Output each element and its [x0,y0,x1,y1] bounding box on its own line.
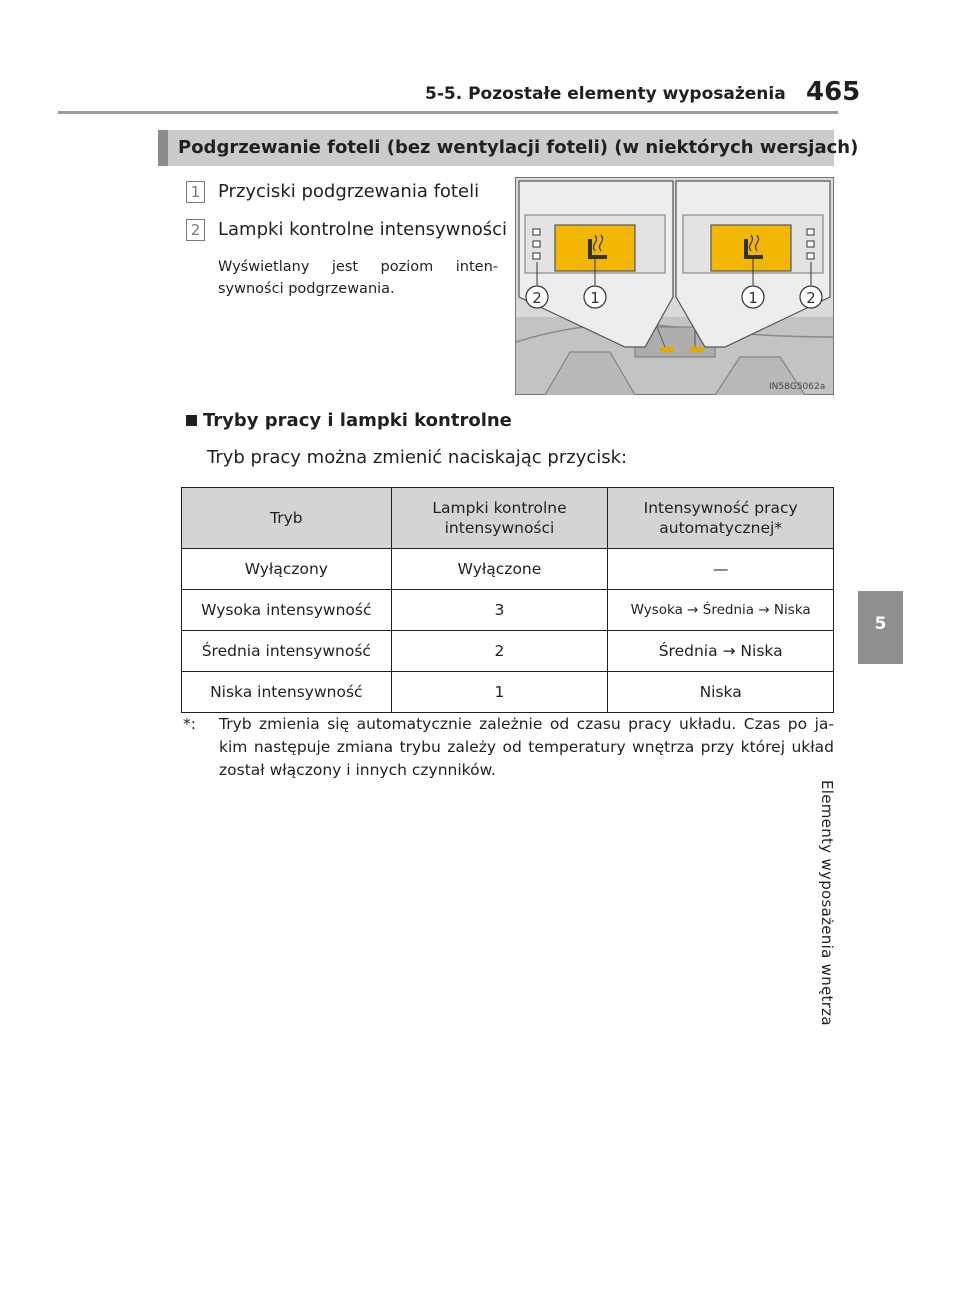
footnote-text: Tryb zmienia się automatycznie zależnie od czasu pracy układu. Czas po ja-kim następuje zmiana trybu zależy od temperatury wnętrza przy której układ został włączony i innych czynników. [219,715,834,779]
table-row [182,549,834,590]
table-cell: 3 [391,590,608,631]
table-cell: Niska [608,672,834,713]
table-header-cell: Intensywność pracy automatycznej* [608,488,834,549]
header-divider [58,111,838,114]
callout-1-left: 1 [590,289,600,307]
table-cell: — [608,549,834,590]
table-cell: Niska intensywność [182,672,392,713]
subsection-title: Tryby pracy i lampki kontrolne [203,410,512,431]
seat-heater-illustration [515,177,834,395]
footnote [183,713,834,782]
table-cell: Średnia → Niska [608,631,834,672]
modes-table [181,487,834,713]
page-number: 465 [806,77,861,107]
table-header-cell: Lampki kontrolne intensywności [391,488,608,549]
chapter-tab: 5 [858,591,903,664]
table-row [182,590,834,631]
table-cell: Wyłączony [182,549,392,590]
callout-2-right: 2 [806,289,816,307]
item-2-label: Lampki kontrolne intensywności [218,219,508,240]
callout-1-right: 1 [748,289,758,307]
table-cell: Wyłączone [391,549,608,590]
footnote-marker: *: [183,715,196,733]
bullet-square-icon [186,415,197,426]
section-title: Podgrzewanie foteli (bez wentylacji foteli) (w niektórych wersjach) [158,130,834,166]
subsection-heading [186,410,512,431]
callout-2-left: 2 [532,289,542,307]
table-cell: 1 [391,672,608,713]
table-row [182,631,834,672]
table-cell: Średnia intensywność [182,631,392,672]
chapter-title-vertical: Elementy wyposażenia wnętrza [818,780,836,1026]
table-row [182,672,834,713]
table-header-row [182,488,834,549]
item-number-badge: 1 [186,181,205,203]
subsection-intro: Tryb pracy można zmienić naciskając przycisk: [207,447,628,468]
table-cell: Wysoka → Średnia → Niska [608,590,834,631]
table-header-cell: Tryb [182,488,392,549]
item-2-description: Wyświetlany jest poziom inten-sywności podgrzewania. [218,259,498,297]
table-cell: Wysoka intensywność [182,590,392,631]
item-1-label: Przyciski podgrzewania foteli [218,181,480,202]
item-number-badge: 2 [186,219,205,241]
running-header-section: 5-5. Pozostałe elementy wyposażenia [425,84,786,104]
table-cell: 2 [391,631,608,672]
image-code: IN58G5062a [769,382,826,392]
